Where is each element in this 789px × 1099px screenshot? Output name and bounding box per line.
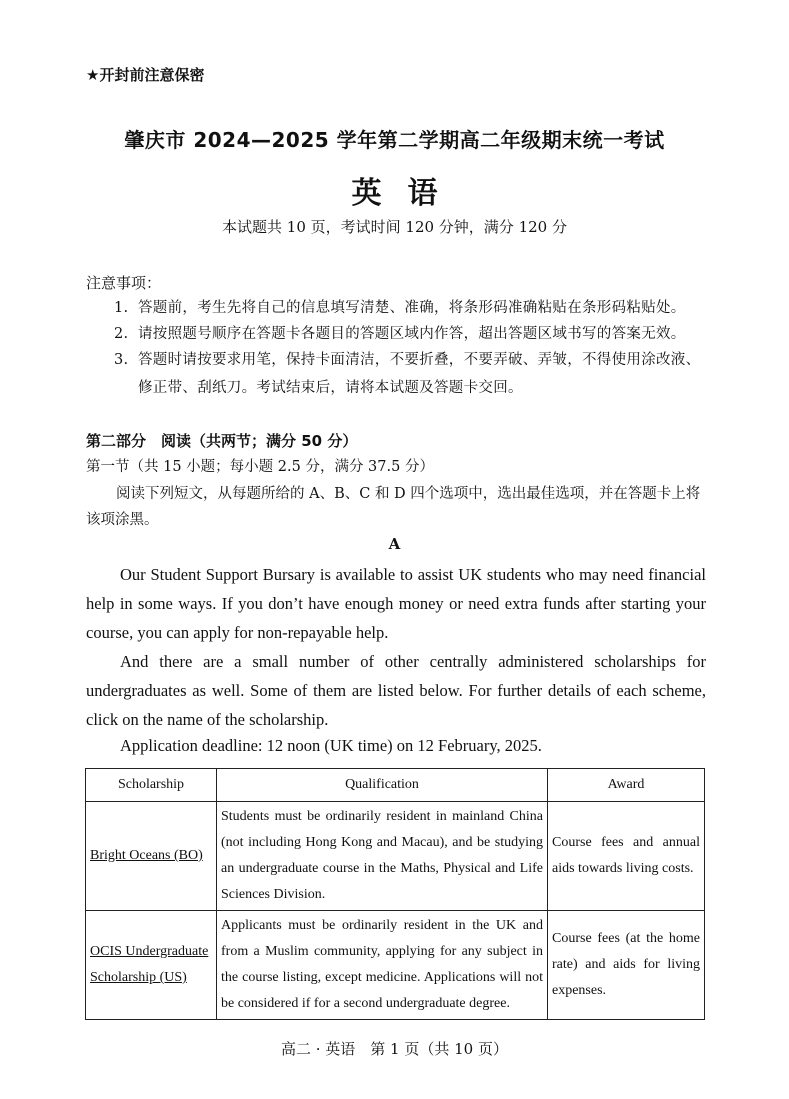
note-number: 3. <box>114 352 129 368</box>
passage-paragraph: Our Student Support Bursary is available to assist UK students who may need financial help in some ways. If you don’t have enough money or need extra funds after starting your course, you can apply for non-repayable help. <box>86 565 706 642</box>
confidential-mark: ★开封前注意保密 <box>86 66 205 84</box>
scholarship-table <box>85 768 705 1020</box>
note-text: 答题时请按要求用笔，保持卡面清洁，不要折叠，不要弄破、弄皱，不得使用涂改液、修正带、刮纸刀。考试结束后，请将本试题及答题卡交回。 <box>138 352 701 396</box>
exam-title: 肇庆市 2024—2025 学年第二学期高二年级期末统一考试 <box>124 128 665 152</box>
note-number: 1. <box>114 300 129 316</box>
award-cell: Course fees (at the home rate) and aids for living expenses. <box>548 911 705 1020</box>
passage-paragraph: And there are a small number of other centrally administered scholarships for undergraduates as well. Some of them are listed below. For further details of each scheme, click on the name of the scholarship. <box>86 652 706 729</box>
table-row <box>86 911 705 1020</box>
application-deadline: Application deadline: 12 noon (UK time) on 12 February, 2025. <box>120 736 542 755</box>
scholarship-cell <box>86 802 217 911</box>
note-item <box>114 294 714 322</box>
column-header: Award <box>548 769 705 802</box>
subject-title: 英语 <box>351 176 464 211</box>
section-title: 第一节（共 15 小题；每小题 2.5 分，满分 37.5 分） <box>86 459 434 475</box>
note-number: 2. <box>114 326 129 342</box>
scholarship-link[interactable]: Bright Oceans (BO) <box>90 848 203 863</box>
reading-instruction: 阅读下列短文，从每题所给的 A、B、C 和 D 四个选项中，选出最佳选项，并在答题卡上将该项涂黑。 <box>86 486 701 528</box>
scholarship-link[interactable]: OCIS Undergraduate Scholarship (US) <box>90 944 209 985</box>
note-item <box>114 320 714 348</box>
notes-title: 注意事项： <box>86 274 162 292</box>
page-footer: 高二 · 英语 第 1 页（共 10 页） <box>280 1040 508 1058</box>
column-header: Scholarship <box>86 769 217 802</box>
passage-letter: A <box>388 535 401 553</box>
scholarship-cell <box>86 911 217 1020</box>
part-title: 第二部分 阅读（共两节；满分 50 分） <box>86 432 358 450</box>
award-cell: Course fees and annual aids towards living costs. <box>548 802 705 911</box>
table-row <box>86 802 705 911</box>
table-header-row <box>86 769 705 802</box>
note-item <box>114 346 714 402</box>
exam-info: 本试题共 10 页，考试时间 120 分钟，满分 120 分 <box>222 218 567 236</box>
column-header: Qualification <box>217 769 548 802</box>
note-text: 请按照题号顺序在答题卡各题目的答题区域内作答，超出答题区域书写的答案无效。 <box>138 326 686 342</box>
qualification-cell: Students must be ordinarily resident in mainland China (not including Hong Kong and Macau), and be studying an undergraduate course in the Maths, Physical and Life Sciences Division. <box>217 802 548 911</box>
note-text: 答题前，考生先将自己的信息填写清楚、准确，将条形码准确粘贴在条形码粘贴处。 <box>138 300 686 316</box>
qualification-cell: Applicants must be ordinarily resident in the UK and from a Muslim community, applying for any subject in the course listing, except medicine. Applications will not be considered if for a second undergraduate degree. <box>217 911 548 1020</box>
